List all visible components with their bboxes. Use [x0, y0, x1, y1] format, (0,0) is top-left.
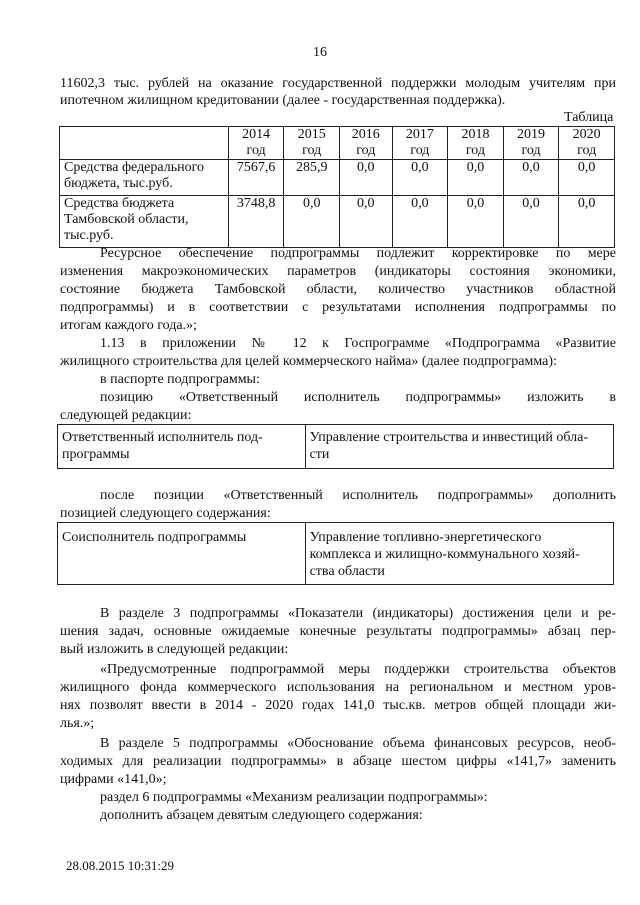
cell-value: 0,0 [448, 160, 504, 196]
paragraph-line: подпрограммы) и в соответствии с результатами исполнения подпрограммы по [60, 300, 616, 315]
cell-value: 0,0 [340, 160, 393, 196]
paragraph-line: позицию «Ответственный исполнитель подпрограммы» изложить в [100, 390, 616, 405]
funding-table-header-row [60, 127, 615, 160]
paragraph-line: нях позволят ввести в 2014 - 2020 годах 141,0 тыс.кв. метров общей площади жи- [60, 698, 616, 713]
paragraph-line: изменения макроэкономических параметров (индикаторы состояния экономики, [60, 264, 616, 279]
year-header: 2014 год [228, 127, 284, 160]
paragraph-line: после позиции «Ответственный исполнитель подпрограммы» дополнить [100, 488, 616, 503]
footer-timestamp: 28.08.2015 10:31:29 [66, 858, 174, 873]
paragraph-line: Ресурсное обеспечение подпрограммы подлежит корректировке по мере [100, 246, 616, 261]
year-header: 2015 год [284, 127, 340, 160]
cell-value: 0,0 [503, 196, 559, 248]
table-caption: Таблица [564, 110, 614, 125]
cell-value: 0,0 [284, 196, 340, 248]
funding-table [59, 126, 615, 248]
cell-value: 3748,8 [228, 196, 284, 248]
paragraph-line: 1.13 в приложении № 12 к Госпрограмме «Подпрограмма «Развитие [100, 336, 616, 351]
funding-table-corner-cell [60, 127, 229, 160]
cell-value: 0,0 [559, 196, 615, 248]
year-header: 2017 год [392, 127, 448, 160]
table-cell-value: Управление строительства и инвестиций обла- сти [305, 425, 613, 469]
year-header: 2020 год [559, 127, 615, 160]
paragraph-line: позицией следующего содержания: [60, 506, 271, 521]
responsible-executor-table [57, 424, 614, 469]
cell-value: 285,9 [284, 160, 340, 196]
cell-value: 0,0 [340, 196, 393, 248]
intro-line-1: 11602,3 тыс. рублей на оказание государственной поддержки молодым учителям при [60, 76, 616, 91]
paragraph-line: жилищного строительства для целей коммерческого найма» (далее подпрограмма): [60, 354, 557, 369]
cell-value: 0,0 [503, 160, 559, 196]
paragraph-line: в паспорте подпрограммы: [100, 372, 260, 387]
table-cell-value: Управление топливно-энергетического комплекса и жилищно-коммунального хозяй- ства области [305, 523, 613, 585]
paragraph-line: В разделе 5 подпрограммы «Обоснование объема финансовых ресурсов, необ- [100, 736, 616, 751]
paragraph-line: следующей редакции: [60, 408, 192, 423]
paragraph-line: дополнить абзацем девятым следующего содержания: [100, 808, 423, 823]
table-cell-label: Ответственный исполнитель под- программы [58, 425, 306, 469]
cell-value: 0,0 [392, 160, 448, 196]
paragraph-line: шения задач, основные ожидаемые конечные результаты подпрограммы» абзац пер- [60, 624, 616, 639]
table-row [58, 523, 614, 585]
year-header: 2019 год [503, 127, 559, 160]
page-number: 16 [313, 45, 327, 60]
cell-value: 0,0 [448, 196, 504, 248]
table-row [60, 160, 615, 196]
paragraph-line: раздел 6 подпрограммы «Механизм реализации подпрограммы»: [100, 790, 488, 805]
cell-value: 0,0 [392, 196, 448, 248]
year-header: 2016 год [340, 127, 393, 160]
coexecutor-table [57, 522, 614, 585]
intro-line-2: ипотечном жилищном кредитовании (далее - государственная поддержка). [60, 93, 506, 108]
paragraph-line: состояние бюджета Тамбовской области, количество участников областной [60, 282, 616, 297]
paragraph-line: итогам каждого года.»; [60, 318, 197, 333]
cell-value: 7567,6 [228, 160, 284, 196]
table-cell-label: Соисполнитель подпрограммы [58, 523, 306, 585]
paragraph-line: вый изложить в следующей редакции: [60, 642, 289, 657]
table-row [60, 196, 615, 248]
paragraph-line: ходимых для реализации подпрограммы» в абзаце шестом цифры «141,7» заменить [60, 754, 616, 769]
paragraph-line: цифрами «141,0»; [60, 772, 167, 787]
row-label: Средства бюджета Тамбовской области, тыс.руб. [60, 196, 229, 248]
paragraph-line: жилищного фонда коммерческого использования на региональном и местном уров- [60, 680, 616, 695]
table-row [58, 425, 614, 469]
paragraph-line: «Предусмотренные подпрограммой меры поддержки строительства объектов [100, 662, 616, 677]
cell-value: 0,0 [559, 160, 615, 196]
paragraph-line: В разделе 3 подпрограммы «Показатели (индикаторы) достижения цели и ре- [100, 606, 616, 621]
paragraph-line: лья.»; [60, 716, 95, 731]
row-label: Средства федерального бюджета, тыс.руб. [60, 160, 229, 196]
year-header: 2018 год [448, 127, 504, 160]
